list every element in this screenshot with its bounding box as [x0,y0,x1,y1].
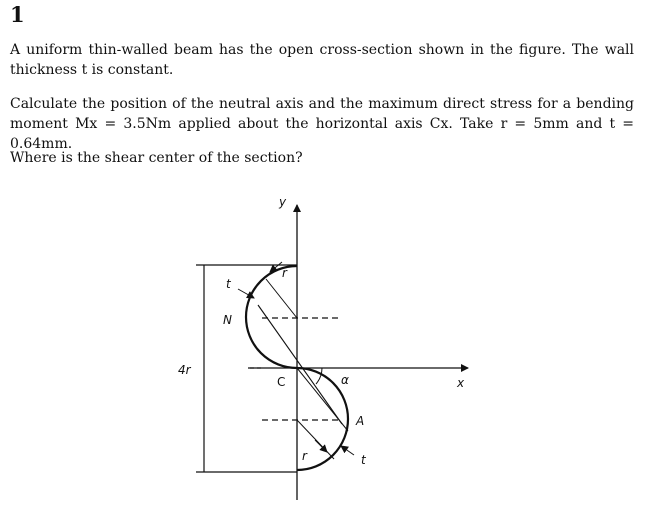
bottom-radius-label: r [302,449,307,463]
bottom-radius-arrow [315,440,327,452]
upper-radius-line [266,279,297,318]
problem-number: 1 [10,2,25,27]
y-axis-label: y [279,195,287,209]
upper-semicircle [246,266,297,368]
alpha-angle-label: α [341,373,349,387]
point-n-label: N [223,313,232,327]
height-dimension-label: 4r [178,363,191,377]
top-thickness-label: t [226,277,231,291]
problem-statement: A uniform thin-walled beam has the open cross-section shown in the figure. The wall thickness t is constant. [10,42,634,78]
bottom-thickness-arrow [341,446,354,455]
alpha-arc [316,368,322,384]
centroid-label: C [277,375,286,389]
top-radius-label: r [282,266,287,280]
problem-task: Calculate the position of the neutral axis and the maximum direct stress for a bending moment Mx = 3.5Nm applied about the horizontal axis Cx. Take r = 5mm and t = 0.64mm. [10,96,634,152]
x-axis-label: x [457,376,465,390]
bottom-thickness-label: t [361,453,366,467]
point-a-label: A [356,414,365,428]
shear-center-question: Where is the shear center of the section? [10,150,303,166]
neutral-axis-line [258,305,342,424]
